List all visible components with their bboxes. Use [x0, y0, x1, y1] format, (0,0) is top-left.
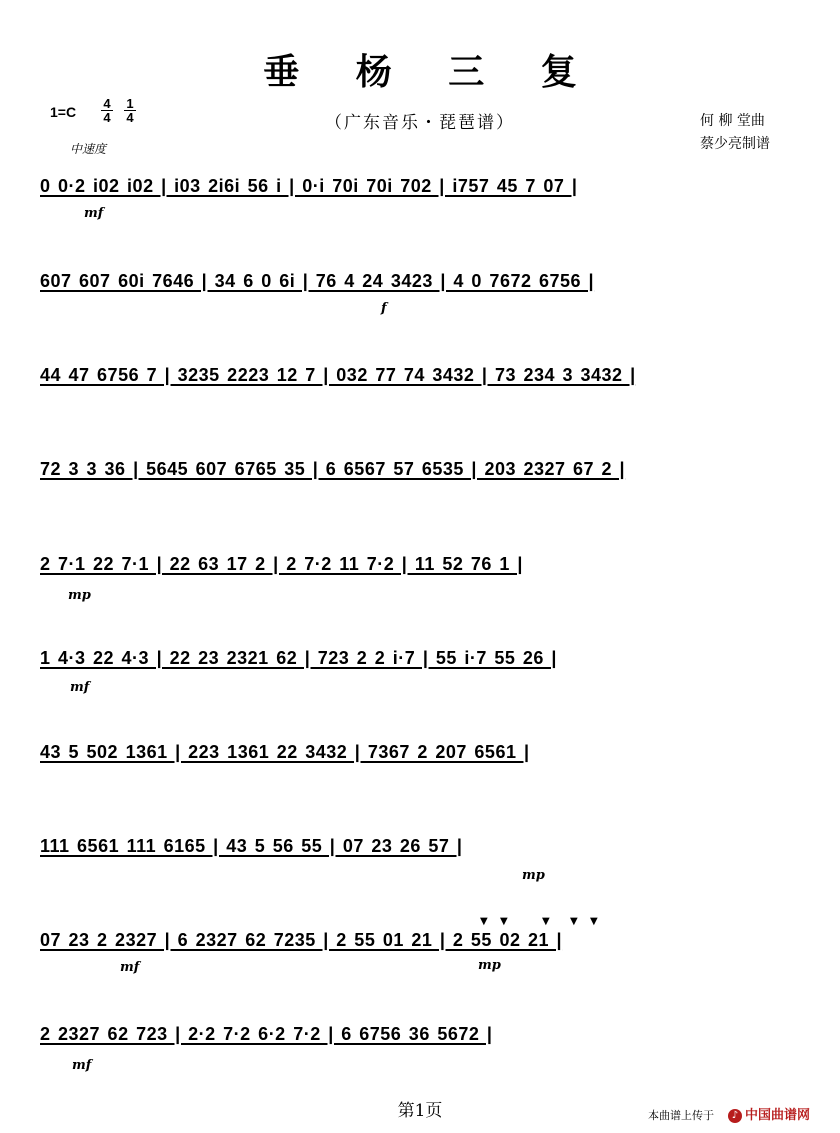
- score-line: 0 0·2 i02 i02 | i03 2i6i 56 i | 0·i 70i 70i 702 | i757 45 7 07 |: [40, 176, 578, 196]
- accent-mark-icon: ▼: [500, 916, 508, 927]
- dynamic-marking: mf: [70, 680, 90, 695]
- score-line: 44 47 6756 7 | 3235 2223 12 7 | 032 77 74 3432 | 73 234 3 3432 |: [40, 365, 636, 385]
- score-line: 1 4·3 22 4·3 | 22 23 2321 62 | 723 2 2 i·7 | 55 i·7 55 26 |: [40, 648, 557, 668]
- composer-credit: 何 柳 堂曲: [700, 113, 765, 129]
- time-signature-denominator: 4: [101, 110, 113, 124]
- accent-mark-icon: ▼: [570, 916, 578, 927]
- score-line: 111 6561 111 6165 | 43 5 56 55 | 07 23 26 57 |: [40, 836, 463, 856]
- score-line: 43 5 502 1361 | 223 1361 22 3432 | 7367 2 207 6561 |: [40, 742, 530, 762]
- subtitle: （广东音乐・琵琶谱）: [325, 113, 515, 133]
- score-line: 72 3 3 36 | 5645 607 6765 35 | 6 6567 57 6535 | 203 2327 67 2 |: [40, 459, 626, 479]
- dynamic-marking: f: [381, 301, 387, 316]
- key-signature: 1=C: [50, 104, 77, 120]
- dynamic-marking: mf: [120, 960, 140, 975]
- site-logo[interactable]: [728, 1104, 810, 1123]
- accent-mark-icon: ▼: [590, 916, 598, 927]
- score-line: 07 23 2 2327 | 6 2327 62 7235 | 2 55 01 21 | 2 55 02 21 |: [40, 930, 563, 950]
- dynamic-marking: mf: [72, 1058, 92, 1073]
- score-line: 2 2327 62 723 | 2·2 7·2 6·2 7·2 | 6 6756 36 5672 |: [40, 1024, 493, 1044]
- score-title: 垂 杨 三 复: [263, 52, 599, 93]
- page-number: 第1页: [397, 1101, 443, 1121]
- upload-note: 本曲谱上传于: [648, 1109, 714, 1122]
- dynamic-marking: mp: [478, 958, 501, 973]
- accent-mark-icon: ▼: [542, 916, 550, 927]
- dynamic-marking: mp: [522, 868, 545, 883]
- time-signature-numerator: 1: [126, 96, 134, 111]
- dynamic-marking: mp: [68, 588, 91, 603]
- tempo-marking: 中速度: [70, 142, 107, 156]
- score-line: 607 607 60i 7646 | 34 6 0 6i | 76 4 24 3423 | 4 0 7672 6756 |: [40, 271, 595, 291]
- time-signature-denominator: 4: [124, 110, 136, 124]
- time-signature-numerator: 4: [103, 96, 111, 111]
- arranger-credit: 蔡少亮制谱: [700, 136, 770, 152]
- dynamic-marking: mf: [84, 206, 104, 221]
- site-name: 中国曲谱网: [745, 1108, 811, 1123]
- site-logo-icon: ♪: [728, 1109, 742, 1123]
- score-line: 2 7·1 22 7·1 | 22 63 17 2 | 2 7·2 11 7·2 | 11 52 76 1 |: [40, 554, 523, 574]
- accent-mark-icon: ▼: [480, 916, 488, 927]
